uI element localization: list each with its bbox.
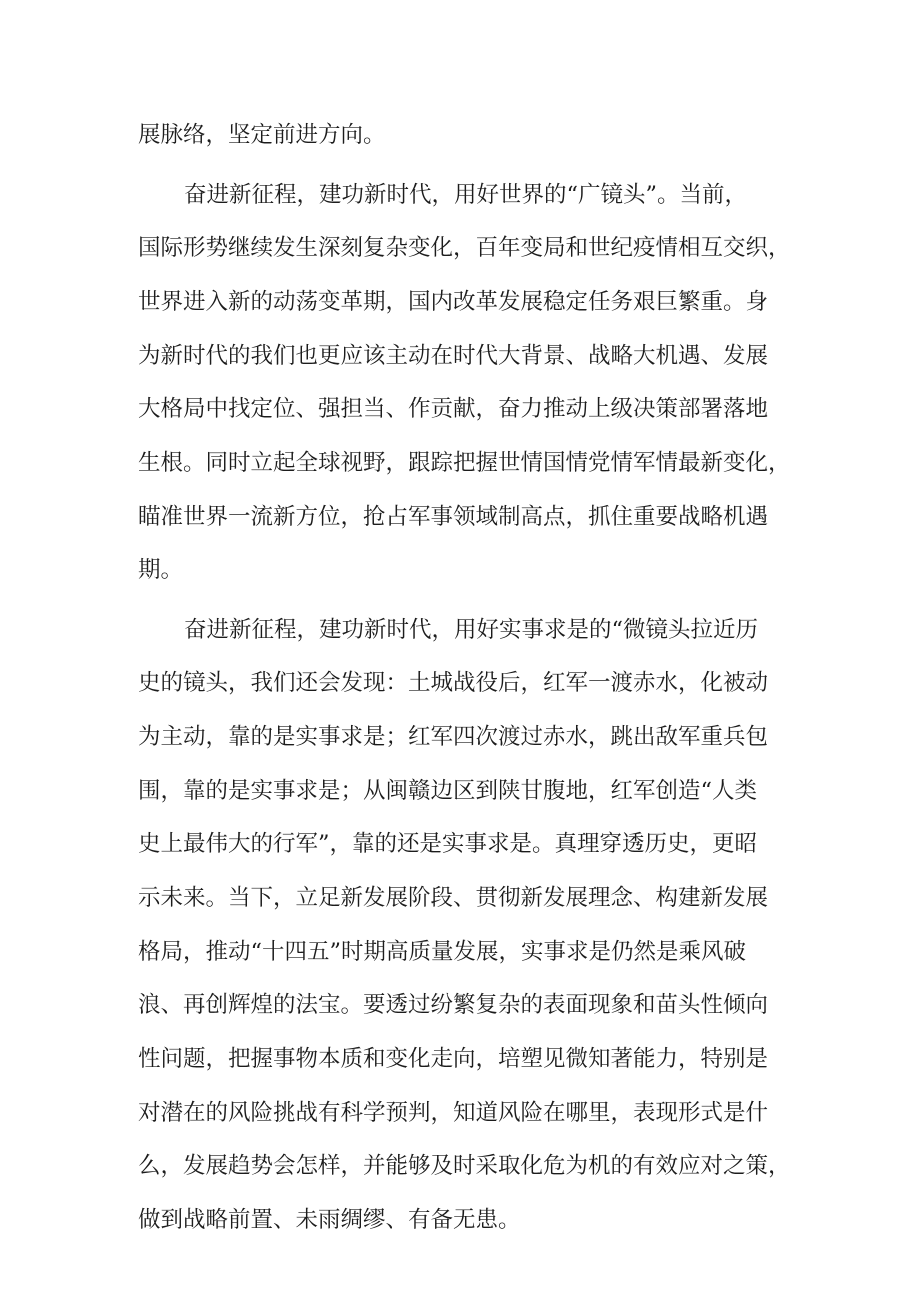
text-line: 做到战略前置、未雨绸缪、有备无患。 bbox=[138, 1207, 521, 1233]
text-line: 为主动，靠的是实事求是；红军四次渡过赤水，跳出敌军重兵包 bbox=[138, 724, 769, 750]
text-line: 大格局中找定位、强担当、作贡献，奋力推动上级决策部署落地 bbox=[138, 396, 769, 422]
text-line: 浪、再创辉煌的法宝。要透过纷繁复杂的表面现象和苗头性倾向 bbox=[138, 992, 769, 1018]
text-line: 世界进入新的动荡变革期，国内改革发展稳定任务艰巨繁重。身 bbox=[138, 289, 769, 315]
text-line: 为新时代的我们也更应该主动在时代大背景、战略大机遇、发展 bbox=[138, 343, 769, 369]
text-line: 期。 bbox=[138, 557, 184, 583]
text-line: 瞄准世界一流新方位，抢占军事领域制高点，抓住重要战略机遇 bbox=[138, 504, 769, 530]
text-line: 么，发展趋势会怎样，并能够及时采取化危为机的有效应对之策， bbox=[138, 1153, 791, 1179]
text-line: 史的镜头，我们还会发现：土城战役后，红军一渡赤水，化被动 bbox=[138, 670, 769, 696]
text-line: 国际形势继续发生深刻复杂变化，百年变局和世纪疫情相互交织， bbox=[138, 235, 791, 261]
text-line: 围，靠的是实事求是；从闽赣边区到陕甘腹地，红军创造“人类 bbox=[138, 778, 758, 804]
text-line: 生根。同时立起全球视野，跟踪把握世情国情党情军情最新变化， bbox=[138, 450, 791, 476]
text-line: 奋进新征程，建功新时代，用好世界的“广镜头”。当前， bbox=[184, 182, 748, 208]
text-line: 格局，推动“十四五”时期高质量发展，实事求是仍然是乘风破 bbox=[138, 939, 747, 965]
text-line: 性问题，把握事物本质和变化走向，培塑见微知著能力，特别是 bbox=[138, 1046, 769, 1072]
text-line: 示未来。当下，立足新发展阶段、贯彻新发展理念、构建新发展 bbox=[138, 885, 769, 911]
text-line: 史上最伟大的行军”，靠的还是实事求是。真理穿透历史，更昭 bbox=[138, 831, 758, 857]
text-line: 对潜在的风险挑战有科学预判，知道风险在哪里，表现形式是什 bbox=[138, 1100, 769, 1126]
text-line: 奋进新征程，建功新时代，用好实事求是的“微镜头拉近历 bbox=[184, 617, 759, 643]
text-line: 展脉络，坚定前进方向。 bbox=[138, 122, 386, 148]
